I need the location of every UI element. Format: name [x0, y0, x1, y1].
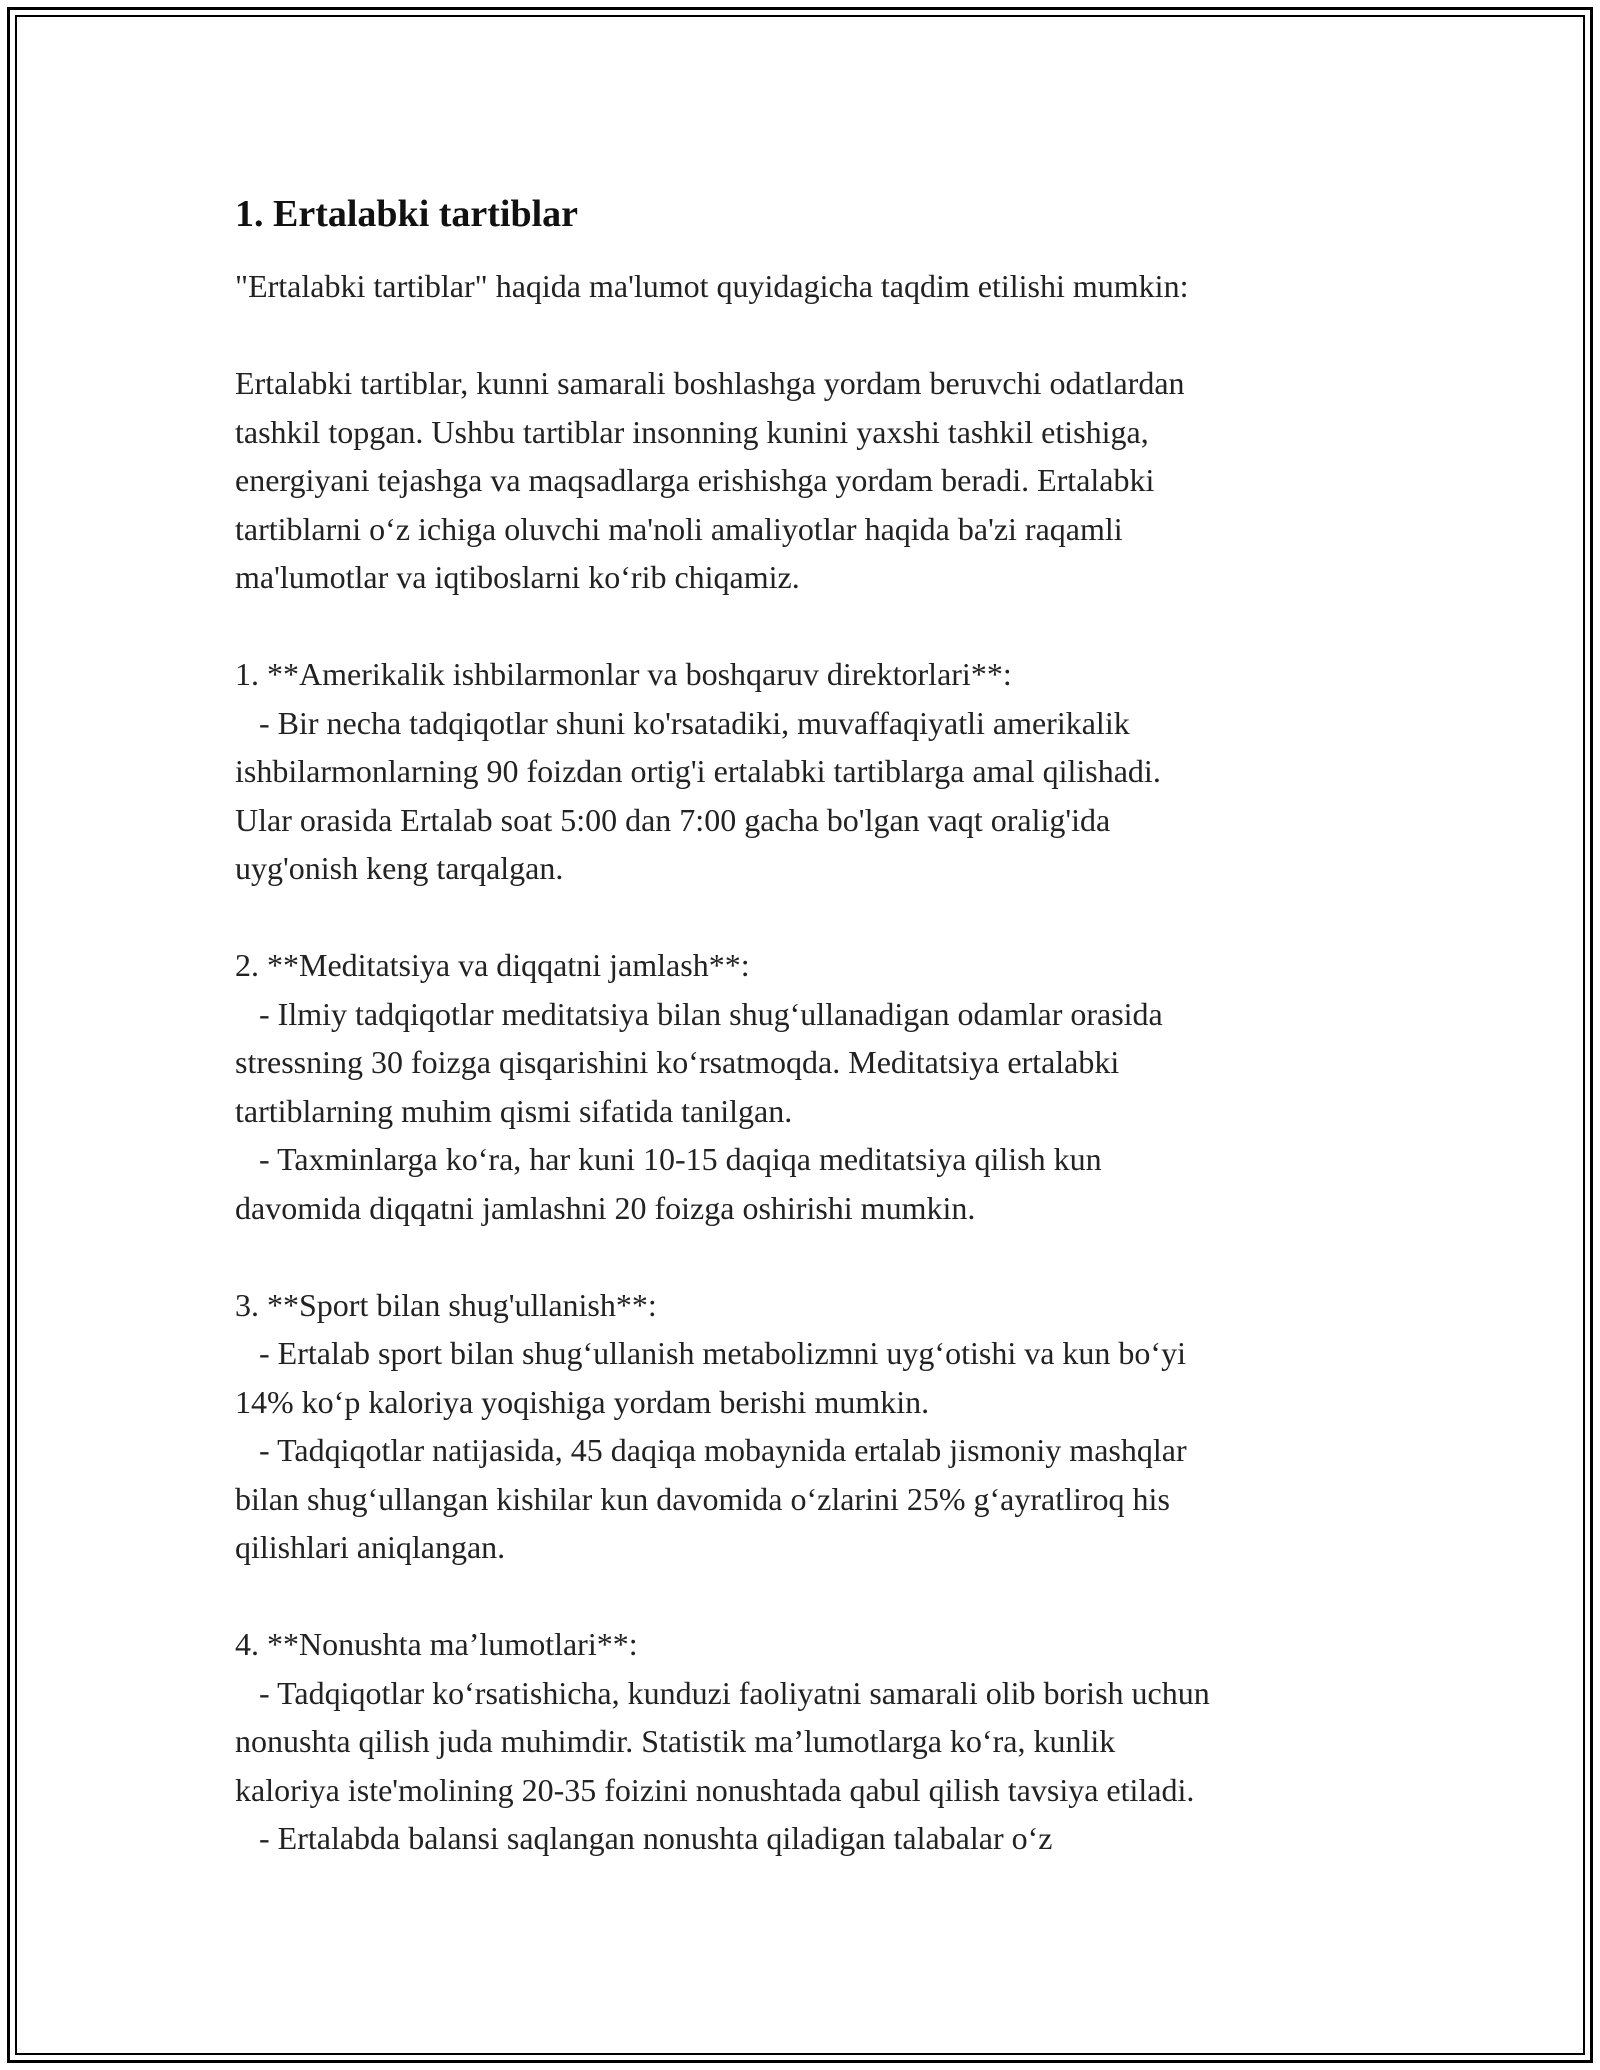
- intro-paragraph: "Ertalabki tartiblar" haqida ma'lumot quyidagicha taqdim etilishi mumkin:: [235, 268, 1189, 304]
- section-line: kaloriya iste'molining 20-35 foizini nonushtada qabul qilish tavsiya etiladi.: [235, 1771, 1195, 1808]
- page-title: 1. Ertalabki tartiblar: [235, 193, 579, 235]
- section-heading: 4. **Nonushta ma’lumotlari**:: [235, 1626, 638, 1662]
- paragraph-gap: [235, 602, 1375, 651]
- section-line: qilishlari aniqlangan.: [235, 1529, 506, 1565]
- section-line: davomida diqqatni jamlashni 20 foizga oshirishi mumkin.: [235, 1189, 976, 1226]
- section-heading: 2. **Meditatsiya va diqqatni jamlash**:: [235, 947, 750, 983]
- description-line: ma'lumotlar va iqtiboslarni ko‘rib chiqamiz.: [235, 559, 800, 595]
- section-1: [235, 650, 1375, 893]
- description-line: energiyani tejashga va maqsadlarga erishishga yordam beradi. Ertalabki: [235, 462, 1155, 498]
- section-2: [235, 941, 1375, 1232]
- section-heading: 3. **Sport bilan shug'ullanish**:: [235, 1286, 657, 1323]
- section-line: - Ertalabda balansi saqlangan nonushta qiladigan talabalar o‘z: [235, 1820, 1053, 1856]
- paragraph-gap: [235, 1232, 1375, 1281]
- section-line: nonushta qilish juda muhimdir. Statistik ma’lumotlarga ko‘ra, kunlik: [235, 1723, 1116, 1759]
- section-heading: 1. **Amerikalik ishbilarmonlar va boshqaruv direktorlari**:: [235, 656, 1012, 692]
- description-line: tartiblarni o‘z ichiga oluvchi ma'noli amaliyotlar haqida ba'zi raqamli: [235, 510, 1123, 547]
- section-line: - Tadqiqotlar natijasida, 45 daqiqa mobaynida ertalab jismoniy mashqlar: [235, 1432, 1187, 1468]
- section-line: uyg'onish keng tarqalgan.: [235, 850, 564, 886]
- section-line: - Bir necha tadqiqotlar shuni ko'rsatadiki, muvaffaqiyatli amerikalik: [235, 704, 1130, 741]
- section-line: - Ertalab sport bilan shug‘ullanish metabolizmni uyg‘otishi va kun bo‘yi: [235, 1335, 1186, 1371]
- section-line: - Ilmiy tadqiqotlar meditatsiya bilan shug‘ullanadigan odamlar orasida: [235, 995, 1163, 1032]
- description-line: tashkil topgan. Ushbu tartiblar insonning kunini yaxshi tashkil etishiga,: [235, 413, 1149, 450]
- paragraph-gap: [235, 311, 1375, 360]
- section-line: stressning 30 foizga qisqarishini ko‘rsatmoqda. Meditatsiya ertalabki: [235, 1044, 1120, 1080]
- document-body: [235, 188, 1375, 1863]
- description-paragraph: [235, 359, 1375, 602]
- paragraph-gap: [235, 893, 1375, 942]
- section-line: bilan shug‘ullangan kishilar kun davomida o‘zlarini 25% g‘ayratliroq his: [235, 1480, 1170, 1517]
- section-line: 14% ko‘p kaloriya yoqishiga yordam berishi mumkin.: [235, 1383, 930, 1420]
- section-3: [235, 1281, 1375, 1572]
- section-line: - Taxminlarga ko‘ra, har kuni 10-15 daqiqa meditatsiya qilish kun: [235, 1141, 1102, 1177]
- section-line: Ular orasida Ertalab soat 5:00 dan 7:00 gacha bo'lgan vaqt oralig'ida: [235, 801, 1111, 838]
- section-line: tartiblarning muhim qismi sifatida tanilgan.: [235, 1092, 793, 1129]
- paragraph-gap: [235, 1572, 1375, 1621]
- section-line: - Tadqiqotlar ko‘rsatishicha, kunduzi faoliyatni samarali olib borish uchun: [235, 1674, 1210, 1711]
- description-line: Ertalabki tartiblar, kunni samarali boshlashga yordam beruvchi odatlardan: [235, 365, 1185, 401]
- section-4: [235, 1620, 1375, 1863]
- section-line: ishbilarmonlarning 90 foizdan ortig'i ertalabki tartiblarga amal qilishadi.: [235, 753, 1161, 789]
